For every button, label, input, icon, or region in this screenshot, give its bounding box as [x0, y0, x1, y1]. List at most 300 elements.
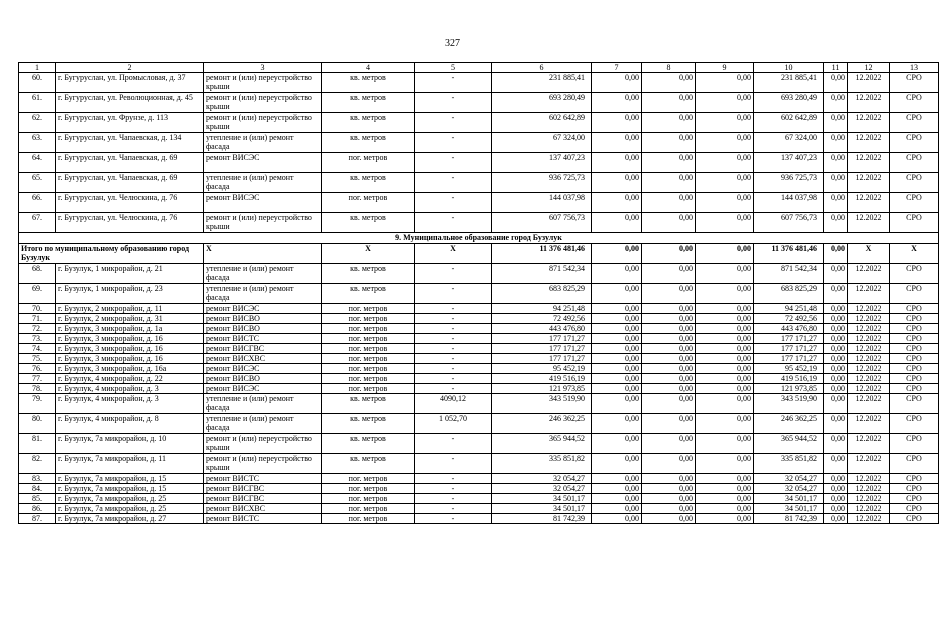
work-type: ремонт ВИСХВС — [204, 504, 322, 514]
method: СРО — [890, 334, 939, 344]
fund-c: 0,00 — [696, 434, 754, 454]
total-cost: 419 516,19 — [492, 374, 592, 384]
column-header: 5 — [415, 63, 492, 73]
deadline: 12.2022 — [848, 133, 890, 153]
method: СРО — [890, 193, 939, 213]
total-c8: 0,00 — [642, 244, 696, 264]
unit: пог. метров — [322, 494, 415, 504]
address: г. Бузулук, 4 микрорайон, д. 3 — [56, 384, 204, 394]
table-row — [19, 324, 939, 334]
fund-a: 0,00 — [592, 113, 642, 133]
fund-e: 0,00 — [824, 324, 848, 334]
fund-b: 0,00 — [642, 324, 696, 334]
method: СРО — [890, 434, 939, 454]
address: г. Бузулук, 4 микрорайон, д. 8 — [56, 414, 204, 434]
fund-d: 137 407,23 — [754, 153, 824, 173]
quantity: - — [415, 474, 492, 484]
fund-d: 72 492,56 — [754, 314, 824, 324]
unit: пог. метров — [322, 364, 415, 374]
method: СРО — [890, 213, 939, 233]
fund-e: 0,00 — [824, 113, 848, 133]
unit: пог. метров — [322, 474, 415, 484]
fund-a: 0,00 — [592, 173, 642, 193]
fund-a: 0,00 — [592, 304, 642, 314]
fund-d: 81 742,39 — [754, 514, 824, 524]
table-row — [19, 354, 939, 364]
total-cost: 602 642,89 — [492, 113, 592, 133]
total-cost: 32 054,27 — [492, 484, 592, 494]
row-number: 67. — [19, 213, 56, 233]
quantity: - — [415, 334, 492, 344]
unit: кв. метров — [322, 454, 415, 474]
table-row — [19, 304, 939, 314]
table-row — [19, 173, 939, 193]
unit: пог. метров — [322, 354, 415, 364]
fund-d: 693 280,49 — [754, 93, 824, 113]
total-label: Итого по муниципальному образованию город Бузулук — [19, 244, 204, 264]
quantity: - — [415, 284, 492, 304]
deadline: 12.2022 — [848, 324, 890, 334]
column-header: 4 — [322, 63, 415, 73]
fund-b: 0,00 — [642, 504, 696, 514]
total-cost: 94 251,48 — [492, 304, 592, 314]
address: г. Бугуруслан, ул. Чапаевская, д. 69 — [56, 153, 204, 173]
deadline: 12.2022 — [848, 193, 890, 213]
quantity: - — [415, 73, 492, 93]
fund-c: 0,00 — [696, 354, 754, 364]
fund-a: 0,00 — [592, 434, 642, 454]
section-title: 9. Муниципальное образование город Бузулук — [19, 233, 939, 244]
fund-d: 231 885,41 — [754, 73, 824, 93]
quantity: - — [415, 173, 492, 193]
fund-e: 0,00 — [824, 514, 848, 524]
unit: кв. метров — [322, 133, 415, 153]
quantity: - — [415, 213, 492, 233]
fund-a: 0,00 — [592, 213, 642, 233]
fund-d: 177 171,27 — [754, 344, 824, 354]
fund-e: 0,00 — [824, 173, 848, 193]
fund-c: 0,00 — [696, 213, 754, 233]
page-number: 327 — [445, 38, 460, 49]
row-number: 65. — [19, 173, 56, 193]
fund-d: 871 542,34 — [754, 264, 824, 284]
fund-a: 0,00 — [592, 284, 642, 304]
total-cost: 137 407,23 — [492, 153, 592, 173]
table-row — [19, 153, 939, 173]
quantity: - — [415, 364, 492, 374]
fund-d: 343 519,90 — [754, 394, 824, 414]
total-cost: 343 519,90 — [492, 394, 592, 414]
fund-c: 0,00 — [696, 264, 754, 284]
address: г. Бузулук, 3 микрорайон, д. 16 — [56, 344, 204, 354]
row-number: 66. — [19, 193, 56, 213]
fund-a: 0,00 — [592, 454, 642, 474]
quantity: - — [415, 494, 492, 504]
fund-c: 0,00 — [696, 374, 754, 384]
fund-c: 0,00 — [696, 514, 754, 524]
work-type: ремонт ВИСВО — [204, 374, 322, 384]
row-number: 82. — [19, 454, 56, 474]
table-row — [19, 434, 939, 454]
unit: кв. метров — [322, 394, 415, 414]
fund-e: 0,00 — [824, 454, 848, 474]
work-type: ремонт ВИСГВС — [204, 494, 322, 504]
total-cost: 871 542,34 — [492, 264, 592, 284]
fund-d: 177 171,27 — [754, 334, 824, 344]
address: г. Бугуруслан, ул. Челюскина, д. 76 — [56, 193, 204, 213]
fund-c: 0,00 — [696, 314, 754, 324]
total-c10: 11 376 481,46 — [754, 244, 824, 264]
table-row — [19, 394, 939, 414]
fund-b: 0,00 — [642, 113, 696, 133]
method: СРО — [890, 394, 939, 414]
quantity: - — [415, 454, 492, 474]
fund-e: 0,00 — [824, 153, 848, 173]
fund-a: 0,00 — [592, 474, 642, 484]
unit: пог. метров — [322, 334, 415, 344]
table-row — [19, 374, 939, 384]
fund-b: 0,00 — [642, 133, 696, 153]
method: СРО — [890, 454, 939, 474]
address: г. Бугуруслан, ул. Промысловая, д. 37 — [56, 73, 204, 93]
fund-c: 0,00 — [696, 93, 754, 113]
fund-c: 0,00 — [696, 324, 754, 334]
fund-b: 0,00 — [642, 374, 696, 384]
total-cost: 67 324,00 — [492, 133, 592, 153]
unit: кв. метров — [322, 284, 415, 304]
unit: пог. метров — [322, 374, 415, 384]
unit: пог. метров — [322, 314, 415, 324]
quantity: 1 052,70 — [415, 414, 492, 434]
fund-b: 0,00 — [642, 354, 696, 364]
total-cost: 34 501,17 — [492, 494, 592, 504]
fund-c: 0,00 — [696, 284, 754, 304]
table-row — [19, 514, 939, 524]
row-number: 62. — [19, 113, 56, 133]
deadline: 12.2022 — [848, 153, 890, 173]
unit: пог. метров — [322, 484, 415, 494]
deadline: 12.2022 — [848, 474, 890, 484]
row-number: 87. — [19, 514, 56, 524]
total-c13: X — [890, 244, 939, 264]
quantity: - — [415, 374, 492, 384]
fund-b: 0,00 — [642, 394, 696, 414]
fund-e: 0,00 — [824, 73, 848, 93]
total-cost: 121 973,85 — [492, 384, 592, 394]
column-header: 10 — [754, 63, 824, 73]
fund-b: 0,00 — [642, 93, 696, 113]
total-cost: 607 756,73 — [492, 213, 592, 233]
fund-b: 0,00 — [642, 264, 696, 284]
table-row — [19, 494, 939, 504]
work-type: ремонт ВИСТС — [204, 514, 322, 524]
fund-b: 0,00 — [642, 494, 696, 504]
method: СРО — [890, 474, 939, 484]
deadline: 12.2022 — [848, 374, 890, 384]
total-c6: 11 376 481,46 — [492, 244, 592, 264]
unit: пог. метров — [322, 304, 415, 314]
deadline: 12.2022 — [848, 73, 890, 93]
fund-b: 0,00 — [642, 384, 696, 394]
fund-a: 0,00 — [592, 344, 642, 354]
table-row — [19, 414, 939, 434]
quantity: - — [415, 504, 492, 514]
column-header: 11 — [824, 63, 848, 73]
address: г. Бузулук, 1 микрорайон, д. 21 — [56, 264, 204, 284]
column-header: 1 — [19, 63, 56, 73]
row-number: 69. — [19, 284, 56, 304]
method: СРО — [890, 364, 939, 374]
unit: кв. метров — [322, 73, 415, 93]
column-header: 6 — [492, 63, 592, 73]
fund-b: 0,00 — [642, 484, 696, 494]
fund-a: 0,00 — [592, 73, 642, 93]
row-number: 84. — [19, 484, 56, 494]
work-type: утепление и (или) ремонт фасада — [204, 133, 322, 153]
fund-b: 0,00 — [642, 193, 696, 213]
fund-d: 683 825,29 — [754, 284, 824, 304]
quantity: - — [415, 93, 492, 113]
table-row — [19, 474, 939, 484]
row-number: 63. — [19, 133, 56, 153]
fund-e: 0,00 — [824, 414, 848, 434]
fund-e: 0,00 — [824, 133, 848, 153]
fund-c: 0,00 — [696, 334, 754, 344]
quantity: - — [415, 153, 492, 173]
method: СРО — [890, 344, 939, 354]
total-cost: 177 171,27 — [492, 334, 592, 344]
fund-a: 0,00 — [592, 414, 642, 434]
fund-e: 0,00 — [824, 193, 848, 213]
deadline: 12.2022 — [848, 93, 890, 113]
total-cost: 231 885,41 — [492, 73, 592, 93]
row-number: 78. — [19, 384, 56, 394]
quantity: - — [415, 344, 492, 354]
fund-c: 0,00 — [696, 304, 754, 314]
work-type: утепление и (или) ремонт фасада — [204, 414, 322, 434]
fund-b: 0,00 — [642, 414, 696, 434]
table-row — [19, 334, 939, 344]
deadline: 12.2022 — [848, 213, 890, 233]
address: г. Бузулук, 3 микрорайон, д. 16 — [56, 334, 204, 344]
fund-c: 0,00 — [696, 484, 754, 494]
address: г. Бузулук, 7а микрорайон, д. 25 — [56, 504, 204, 514]
fund-e: 0,00 — [824, 494, 848, 504]
deadline: 12.2022 — [848, 304, 890, 314]
total-cost: 443 476,80 — [492, 324, 592, 334]
deadline: 12.2022 — [848, 414, 890, 434]
total-c11: 0,00 — [824, 244, 848, 264]
row-number: 70. — [19, 304, 56, 314]
address: г. Бузулук, 4 микрорайон, д. 3 — [56, 394, 204, 414]
deadline: 12.2022 — [848, 454, 890, 474]
table-row — [19, 133, 939, 153]
fund-d: 936 725,73 — [754, 173, 824, 193]
method: СРО — [890, 264, 939, 284]
fund-e: 0,00 — [824, 284, 848, 304]
fund-c: 0,00 — [696, 113, 754, 133]
method: СРО — [890, 354, 939, 364]
address: г. Бугуруслан, ул. Чапаевская, д. 69 — [56, 173, 204, 193]
total-c3: X — [204, 244, 322, 264]
total-cost: 693 280,49 — [492, 93, 592, 113]
section-row — [19, 233, 939, 244]
total-cost: 177 171,27 — [492, 354, 592, 364]
row-number: 73. — [19, 334, 56, 344]
table-row — [19, 504, 939, 514]
row-number: 76. — [19, 364, 56, 374]
row-number: 71. — [19, 314, 56, 324]
address: г. Бузулук, 7а микрорайон, д. 10 — [56, 434, 204, 454]
fund-d: 34 501,17 — [754, 504, 824, 514]
fund-d: 95 452,19 — [754, 364, 824, 374]
total-c7: 0,00 — [592, 244, 642, 264]
fund-a: 0,00 — [592, 314, 642, 324]
work-type: ремонт ВИСВО — [204, 324, 322, 334]
row-number: 64. — [19, 153, 56, 173]
fund-e: 0,00 — [824, 264, 848, 284]
unit: пог. метров — [322, 344, 415, 354]
fund-c: 0,00 — [696, 73, 754, 93]
address: г. Бузулук, 7а микрорайон, д. 15 — [56, 484, 204, 494]
fund-d: 94 251,48 — [754, 304, 824, 314]
quantity: - — [415, 514, 492, 524]
method: СРО — [890, 374, 939, 384]
fund-c: 0,00 — [696, 173, 754, 193]
fund-d: 144 037,98 — [754, 193, 824, 213]
address: г. Бугуруслан, ул. Революционная, д. 45 — [56, 93, 204, 113]
table-row — [19, 73, 939, 93]
fund-a: 0,00 — [592, 484, 642, 494]
total-c9: 0,00 — [696, 244, 754, 264]
fund-d: 246 362,25 — [754, 414, 824, 434]
unit: кв. метров — [322, 213, 415, 233]
quantity: - — [415, 304, 492, 314]
method: СРО — [890, 93, 939, 113]
quantity: - — [415, 484, 492, 494]
column-header: 13 — [890, 63, 939, 73]
fund-e: 0,00 — [824, 213, 848, 233]
column-header: 7 — [592, 63, 642, 73]
unit: кв. метров — [322, 264, 415, 284]
fund-d: 177 171,27 — [754, 354, 824, 364]
fund-c: 0,00 — [696, 364, 754, 374]
deadline: 12.2022 — [848, 384, 890, 394]
work-type: ремонт и (или) переустройство крыши — [204, 213, 322, 233]
total-cost: 144 037,98 — [492, 193, 592, 213]
work-type: утепление и (или) ремонт фасада — [204, 284, 322, 304]
fund-c: 0,00 — [696, 474, 754, 484]
fund-c: 0,00 — [696, 494, 754, 504]
method: СРО — [890, 384, 939, 394]
deadline: 12.2022 — [848, 264, 890, 284]
unit: кв. метров — [322, 113, 415, 133]
fund-a: 0,00 — [592, 364, 642, 374]
fund-a: 0,00 — [592, 264, 642, 284]
quantity: - — [415, 434, 492, 454]
deadline: 12.2022 — [848, 514, 890, 524]
method: СРО — [890, 73, 939, 93]
fund-c: 0,00 — [696, 344, 754, 354]
total-cost: 365 944,52 — [492, 434, 592, 454]
work-type: ремонт и (или) переустройство крыши — [204, 454, 322, 474]
quantity: - — [415, 324, 492, 334]
address: г. Бузулук, 3 микрорайон, д. 16 — [56, 354, 204, 364]
fund-e: 0,00 — [824, 354, 848, 364]
table-row — [19, 213, 939, 233]
address: г. Бугуруслан, ул. Фрунзе, д. 113 — [56, 113, 204, 133]
fund-c: 0,00 — [696, 133, 754, 153]
fund-a: 0,00 — [592, 504, 642, 514]
fund-b: 0,00 — [642, 434, 696, 454]
fund-a: 0,00 — [592, 394, 642, 414]
fund-b: 0,00 — [642, 284, 696, 304]
row-number: 74. — [19, 344, 56, 354]
fund-b: 0,00 — [642, 474, 696, 484]
column-header: 9 — [696, 63, 754, 73]
work-type: ремонт ВИСЭС — [204, 193, 322, 213]
total-c4: X — [322, 244, 415, 264]
fund-e: 0,00 — [824, 374, 848, 384]
fund-d: 32 054,27 — [754, 474, 824, 484]
address: г. Бузулук, 2 микрорайон, д. 11 — [56, 304, 204, 314]
fund-a: 0,00 — [592, 384, 642, 394]
column-header: 8 — [642, 63, 696, 73]
total-cost: 936 725,73 — [492, 173, 592, 193]
work-type: ремонт ВИСГВС — [204, 484, 322, 494]
quantity: - — [415, 264, 492, 284]
fund-e: 0,00 — [824, 394, 848, 414]
work-type: ремонт ВИСВО — [204, 314, 322, 324]
quantity: - — [415, 193, 492, 213]
work-type: ремонт и (или) переустройство крыши — [204, 434, 322, 454]
fund-e: 0,00 — [824, 504, 848, 514]
fund-b: 0,00 — [642, 213, 696, 233]
column-header: 3 — [204, 63, 322, 73]
deadline: 12.2022 — [848, 173, 890, 193]
row-number: 72. — [19, 324, 56, 334]
work-type: ремонт ВИСЭС — [204, 364, 322, 374]
fund-d: 34 501,17 — [754, 494, 824, 504]
total-cost: 335 851,82 — [492, 454, 592, 474]
table-row — [19, 93, 939, 113]
fund-c: 0,00 — [696, 504, 754, 514]
fund-c: 0,00 — [696, 193, 754, 213]
total-cost: 32 054,27 — [492, 474, 592, 484]
unit: кв. метров — [322, 93, 415, 113]
fund-d: 32 054,27 — [754, 484, 824, 494]
table-row — [19, 344, 939, 354]
method: СРО — [890, 504, 939, 514]
fund-a: 0,00 — [592, 494, 642, 504]
fund-b: 0,00 — [642, 364, 696, 374]
deadline: 12.2022 — [848, 354, 890, 364]
fund-c: 0,00 — [696, 454, 754, 474]
deadline: 12.2022 — [848, 504, 890, 514]
work-type: ремонт ВИСЭС — [204, 153, 322, 173]
fund-d: 607 756,73 — [754, 213, 824, 233]
fund-b: 0,00 — [642, 153, 696, 173]
fund-b: 0,00 — [642, 173, 696, 193]
deadline: 12.2022 — [848, 364, 890, 374]
unit: кв. метров — [322, 173, 415, 193]
address: г. Бузулук, 7а микрорайон, д. 11 — [56, 454, 204, 474]
unit: пог. метров — [322, 193, 415, 213]
fund-a: 0,00 — [592, 334, 642, 344]
unit: кв. метров — [322, 434, 415, 454]
total-row — [19, 244, 939, 264]
row-number: 60. — [19, 73, 56, 93]
